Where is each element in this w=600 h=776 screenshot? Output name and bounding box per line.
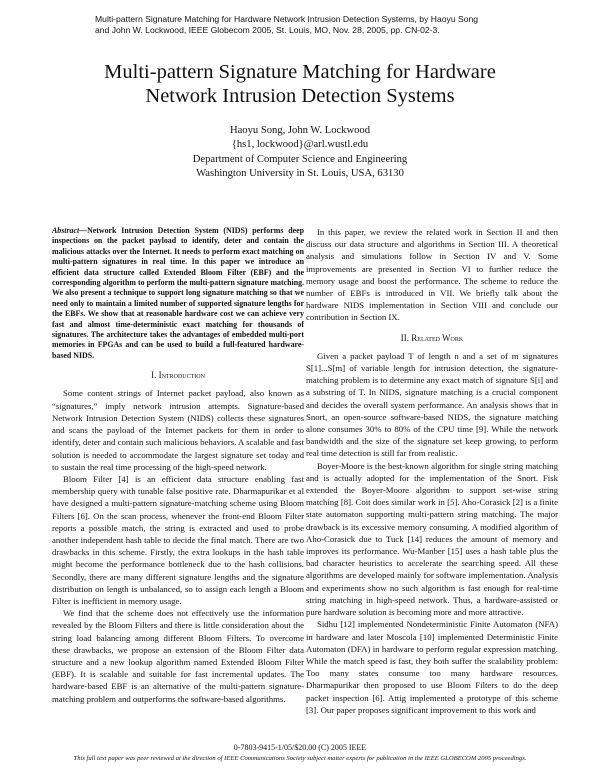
intro-paragraph: In this paper, we review the related work in Section II and then discuss our data structure and algorithms in Section III. A theoretical analysis and simulations follow in Section IV and V. Some improvements are presented in Section VI to further reduce the memory usage and boost the performance. The scheme to reduce the number of EBFs is introduced in VII. We briefly talk about the hardware NIDS implementation in Section VIII and conclude our contribution in Section IX. xyxy=(306,227,558,323)
header-line-1: Multi-pattern Signature Matching for Hardware Network Intrusion Detection Systems, by Haoyu Song xyxy=(95,14,479,24)
abstract-body: —Network Intrusion Detection System (NIDS) performs deep inspections on the packet payload to identify, deter and contain the malicious attacks over the Internet. It needs to perform exact matching on multi-pattern signatures in real time. In this paper we introduce an efficient data structure called Extended Bloom Filter (EBF) and the corresponding algorithm to perform the multi-pattern signature matching. We also present a technique to support long signature matching so that we need only to maintain a limited number of supported signature lengths for the EBFs. We show that at reasonable hardware cost we can achieve very fast and almost time-deterministic exact matching for thousands of signatures. The architecture takes the advantages of embedded multi-port memories in FPGAs and can be used to build a full-featured hardware-based NIDS. xyxy=(52,226,304,360)
running-header xyxy=(95,14,515,36)
title-line-2: Network Intrusion Detection Systems xyxy=(145,85,455,107)
section-heading-introduction: I. Introduction xyxy=(151,370,205,381)
intro-paragraph: Some content strings of Internet packet payload, also known as “signatures,” imply network intrusion attempts. Signature-based Network Intrusion Detection System (NIDS) collects these signatures and scans the payload of the Internet packets for them in order to identify, deter and contain such malicious behaviors. A scalable and fast solution is needed to accommodate the largest signature set today and to sustain the real time processing of the high-speed network. xyxy=(52,388,304,472)
related-work-paragraph: Sidhu [12] implemented Nondeterministic Finite Automaton (NFA) in hardware and later Moscola [10] implemented Deterministic Finite Automaton (DFA) in hardware to perform regular expression matching. While the match speed is fast, they both suffer the scalability problem: Too many states consume too many hardware resources. Dharmapurikar then proposed to use Bloom Filters to do the deep packet inspection [6]. Attig implemented a prototype of this scheme [3]. Our paper proposes significant improvement to this work and xyxy=(306,619,558,715)
related-work-paragraph: Given a packet payload T of length n and a set of m signatures S[1]...S[m] of variable length for intrusion detection, the signature-matching problem is to determine any exact match of signature S[i] and a substring of T. In NIDS, signature matching is a crucial component and decides the overall system performance. An analysis shows that in Snort, an open-source software-based NIDS, the signature matching alone consumes 30% to 80% of the CPU time [9]. While the network bandwidth and the size of the signature set keep growing, to perform real time detection is still far from realistic. xyxy=(306,350,558,459)
header-line-2: and John W. Lockwood, IEEE Globecom 2005, St. Louis, MO, Nov. 28, 2005, pp. CN-02-3. xyxy=(95,25,440,35)
related-work-paragraph: Boyer-Moore is the best-known algorithm for single string matching and is actually adopted for the implementation of the Snort. Fisk extended the Boyer-Moore algorithm to support set-wise string matching [8]. Coit does similar work in [5]. Aho-Corasick [2] is a finite state automaton supporting multi-pattern string matching. The major drawback is its excessive memory consuming. A modified algorithm of Aho-Corasick due to Tuck [14] reduces the amount of memory and improves its performance. Wu-Manber [15] uses a hash table plus the bad character heuristics to accelerate the searching speed. All these algorithms are developed mainly for software implementation. Analysis and experiments show no such algorithm is fast enough for real-time string matching in high-speed network. Thus, a hardware-assisted or pure hardware solution is becoming more and more attractive. xyxy=(306,460,558,618)
author-university: Washington University in St. Louis, USA, 63130 xyxy=(196,167,404,179)
author-names: Haoyu Song, John W. Lockwood xyxy=(229,125,371,136)
right-column xyxy=(306,226,558,716)
author-block xyxy=(150,124,450,181)
author-department: Department of Computer Science and Engineering xyxy=(192,153,408,165)
abstract-label: Abstract xyxy=(52,226,80,235)
copyright-line: 0-7803-9415-1/05/$20.00 (C) 2005 IEEE xyxy=(233,743,367,752)
author-emails: {hs1, lockwood}@arl.wustl.edu xyxy=(231,139,369,151)
section-heading-related-work: II. Related Work xyxy=(400,332,464,343)
intro-paragraph: We find that the scheme does not effectively use the information revealed by the Bloom Filters and there is little consideration about the string load balancing among different Bloom Filters. To overcome these drawbacks, we propose an extension of the Bloom Filter data structure and a new lookup algorithm named Extended Bloom Filter (EBF). It is scalable and suitable for fast incremental updates. The hardware-based EBF is an alternative of the multi-pattern signature-matching problem and outperforms the software-based algorithms. xyxy=(52,608,304,704)
intro-paragraph: Bloom Filter [4] is an efficient data structure enabling fast membership query with tunable false positive rate. Dharmapurikar et al have designed a multi-pattern signature-matching scheme using Bloom Filters [6]. On the scan process, whenever the front-end Bloom Filter reports a possible match, the string is extracted and used to probe another independent hash table to decide the final match. There are two drawbacks in this scheme. Firstly, the extra lookups in the hash table might become the performance bottleneck due to the hash collisions. Secondly, there are many different signature lengths and the signature distribution on length is unbalanced, so to assign each length a Bloom Filter is inefficient in memory usage. xyxy=(52,473,304,606)
peer-review-note: This full text paper was peer reviewed at the direction of IEEE Communications Society subject matter experts for publication in the IEEE GLOBECOM 2005 proceedings. xyxy=(73,755,527,762)
paper-title xyxy=(40,60,560,108)
abstract xyxy=(52,226,304,361)
title-line-1: Multi-pattern Signature Matching for Hardware xyxy=(104,61,496,83)
left-column xyxy=(52,226,304,705)
